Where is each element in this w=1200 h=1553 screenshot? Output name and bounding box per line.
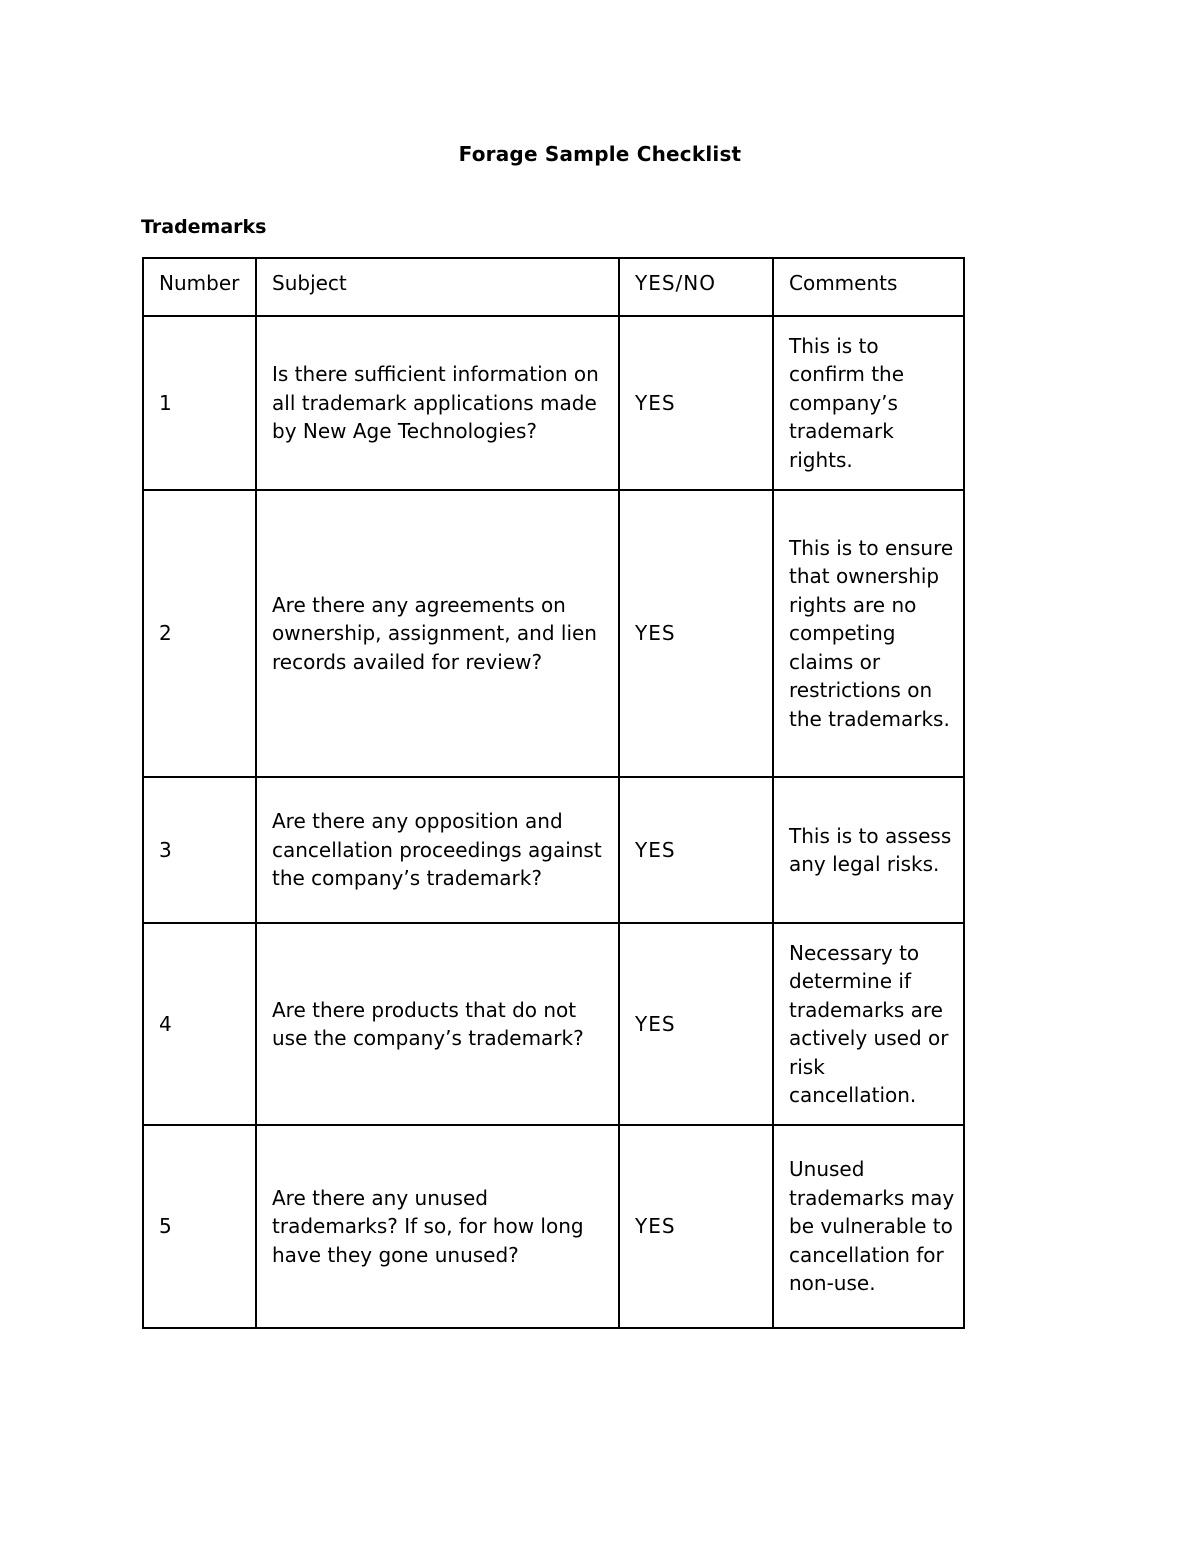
row-subject: Are there any unused trademarks? If so, for how long have they gone unused?	[256, 1125, 619, 1328]
row-comment: This is to ensure that ownership rights are no competing claims or restrictions on the trademarks.	[773, 490, 964, 777]
row-answer: YES	[619, 316, 773, 490]
table-row	[143, 490, 964, 777]
page-title: Forage Sample Checklist	[458, 142, 742, 166]
header-subject: Subject	[256, 258, 619, 316]
table-row	[143, 777, 964, 923]
table-row	[143, 923, 964, 1125]
row-number: 4	[143, 923, 256, 1125]
row-subject: Are there any agreements on ownership, assignment, and lien records availed for review?	[256, 490, 619, 777]
row-number: 5	[143, 1125, 256, 1328]
header-number: Number	[143, 258, 256, 316]
row-subject: Are there any opposition and cancellation proceedings against the company’s trademark?	[256, 777, 619, 923]
row-answer: YES	[619, 1125, 773, 1328]
checklist-table	[142, 257, 965, 1329]
row-answer: YES	[619, 490, 773, 777]
row-comment: Necessary to determine if trademarks are actively used or risk cancellation.	[773, 923, 964, 1125]
row-answer: YES	[619, 923, 773, 1125]
row-comment: This is to confirm the company’s trademark rights.	[773, 316, 964, 490]
row-subject: Are there products that do not use the company’s trademark?	[256, 923, 619, 1125]
section-heading: Trademarks	[141, 216, 267, 238]
header-comments: Comments	[773, 258, 964, 316]
table-row	[143, 316, 964, 490]
header-yes-no: YES/NO	[619, 258, 773, 316]
row-comment: Unused trademarks may be vulnerable to cancellation for non-use.	[773, 1125, 964, 1328]
row-answer: YES	[619, 777, 773, 923]
row-number: 2	[143, 490, 256, 777]
table-row	[143, 1125, 964, 1328]
row-number: 1	[143, 316, 256, 490]
table-header-row	[143, 258, 964, 316]
row-comment: This is to assess any legal risks.	[773, 777, 964, 923]
row-number: 3	[143, 777, 256, 923]
row-subject: Is there sufficient information on all trademark applications made by New Age Technologies?	[256, 316, 619, 490]
